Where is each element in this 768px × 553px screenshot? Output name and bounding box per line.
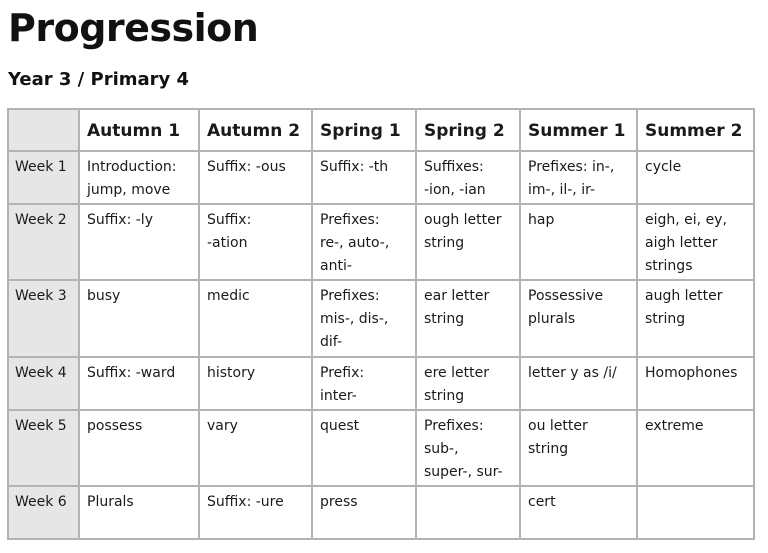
table-body	[8, 151, 754, 539]
cell-line: Homophones	[645, 365, 738, 381]
page-title: Progression	[8, 6, 259, 50]
table-cell	[416, 151, 520, 204]
cell-line: cycle	[645, 159, 682, 175]
cell-line: Suffix: -ly	[87, 212, 153, 228]
cell-line: dif-	[320, 334, 342, 350]
table-row	[8, 410, 754, 486]
table-cell	[520, 357, 637, 410]
row-header: Week 5	[8, 410, 79, 486]
table-cell	[416, 204, 520, 280]
table-cell	[637, 151, 754, 204]
cell-line: Suffix: -ure	[207, 494, 284, 510]
cell-line: history	[207, 365, 256, 381]
table-cell	[199, 204, 312, 280]
row-header: Week 3	[8, 280, 79, 357]
cell-line: string	[424, 235, 465, 251]
cell-line: anti-	[320, 258, 352, 274]
cell-line: Prefix:	[320, 365, 365, 381]
table-cell	[312, 204, 416, 280]
table-cell	[312, 151, 416, 204]
cell-line: string	[424, 388, 465, 404]
cell-line: Suffixes:	[424, 159, 484, 175]
cell-line: ere letter	[424, 365, 489, 381]
cell-line: mis-, dis-,	[320, 311, 389, 327]
progression-table	[7, 108, 755, 540]
cell-line: jump, move	[87, 182, 171, 198]
table-row	[8, 151, 754, 204]
table-cell	[79, 204, 199, 280]
cell-line: plurals	[528, 311, 576, 327]
cell-line: string	[645, 311, 686, 327]
cell-line: -ion, -ian	[424, 182, 486, 198]
table-row	[8, 204, 754, 280]
table-cell	[520, 204, 637, 280]
cell-line: possess	[87, 418, 143, 434]
row-header: Week 6	[8, 486, 79, 539]
table-cell	[79, 280, 199, 357]
column-header: Autumn 2	[199, 109, 312, 151]
cell-line: augh letter	[645, 288, 723, 304]
cell-line: Prefixes:	[424, 418, 484, 434]
cell-line: Suffix: -ward	[87, 365, 176, 381]
cell-line: re-, auto-,	[320, 235, 390, 251]
cell-line: Suffix:	[207, 212, 252, 228]
table-cell	[79, 151, 199, 204]
cell-line: ou letter	[528, 418, 588, 434]
cell-line: cert	[528, 494, 556, 510]
table-cell	[199, 151, 312, 204]
cell-line: ough letter	[424, 212, 502, 228]
table-cell	[520, 280, 637, 357]
cell-line: Suffix: -ous	[207, 159, 286, 175]
cell-line: -ation	[207, 235, 248, 251]
cell-line: Prefixes:	[320, 212, 380, 228]
cell-line: hap	[528, 212, 555, 228]
column-header: Spring 2	[416, 109, 520, 151]
table-cell	[416, 357, 520, 410]
table-cell	[199, 280, 312, 357]
table-cell	[416, 280, 520, 357]
corner-cell	[8, 109, 79, 151]
cell-line: busy	[87, 288, 121, 304]
table-row	[8, 357, 754, 410]
table-cell	[637, 280, 754, 357]
column-header: Summer 1	[520, 109, 637, 151]
cell-line: inter-	[320, 388, 357, 404]
cell-line: strings	[645, 258, 693, 274]
cell-line: press	[320, 494, 358, 510]
cell-line: Prefixes:	[320, 288, 380, 304]
table-cell	[416, 410, 520, 486]
table-row	[8, 486, 754, 539]
cell-line: extreme	[645, 418, 704, 434]
cell-line: Introduction:	[87, 159, 177, 175]
column-header: Spring 1	[312, 109, 416, 151]
cell-line: super-, sur-	[424, 464, 503, 480]
table-cell	[637, 486, 754, 539]
table-cell	[312, 486, 416, 539]
cell-line: im-, il-, ir-	[528, 182, 596, 198]
cell-line: sub-,	[424, 441, 459, 457]
table-cell	[637, 410, 754, 486]
cell-line: Possessive	[528, 288, 604, 304]
cell-line: Prefixes: in-,	[528, 159, 615, 175]
table-cell	[199, 486, 312, 539]
row-header: Week 1	[8, 151, 79, 204]
table-cell	[637, 204, 754, 280]
cell-line: Plurals	[87, 494, 134, 510]
cell-line: string	[424, 311, 465, 327]
table-cell	[199, 410, 312, 486]
column-header: Summer 2	[637, 109, 754, 151]
cell-line: vary	[207, 418, 238, 434]
cell-line: string	[528, 441, 569, 457]
table-cell	[79, 357, 199, 410]
cell-line: Suffix: -th	[320, 159, 389, 175]
cell-line: medic	[207, 288, 250, 304]
page-subtitle: Year 3 / Primary 4	[8, 69, 190, 90]
cell-line: letter y as /i/	[528, 365, 617, 381]
table-cell	[637, 357, 754, 410]
row-header: Week 2	[8, 204, 79, 280]
cell-line: ear letter	[424, 288, 490, 304]
table-cell	[79, 410, 199, 486]
table-row	[8, 280, 754, 357]
table-cell	[520, 151, 637, 204]
table-cell	[312, 280, 416, 357]
table-cell	[79, 486, 199, 539]
header-row	[8, 109, 754, 151]
table-cell	[199, 357, 312, 410]
table-cell	[312, 357, 416, 410]
table-cell	[520, 486, 637, 539]
cell-line: aigh letter	[645, 235, 718, 251]
cell-line: eigh, ei, ey,	[645, 212, 727, 228]
row-header: Week 4	[8, 357, 79, 410]
table-cell	[520, 410, 637, 486]
cell-line: quest	[320, 418, 360, 434]
table-cell	[312, 410, 416, 486]
table-cell	[416, 486, 520, 539]
column-header: Autumn 1	[79, 109, 199, 151]
